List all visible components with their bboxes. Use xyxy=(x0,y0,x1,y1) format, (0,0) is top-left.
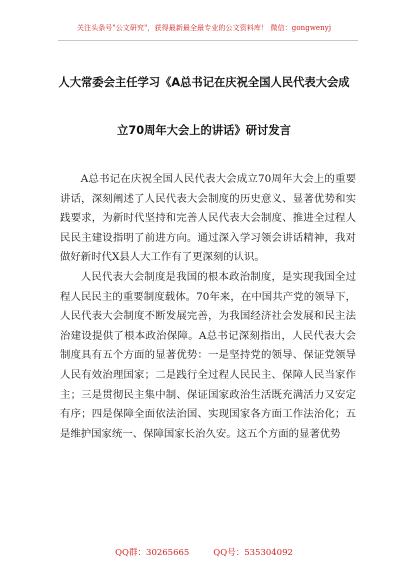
footer-qq-number: QQ号：535304092 xyxy=(213,548,293,558)
header-divider xyxy=(58,40,358,41)
document-body xyxy=(60,170,356,444)
footer-qq-group: QQ群：30265665 xyxy=(115,548,190,558)
header-note: 关注头条号"公文研究"，获得最新最全最专业的公文资料库！ 微信：gongwenyj xyxy=(76,24,332,32)
body-paragraph-1: A总书记在庆祝全国人民代表大会成立70周年大会上的重要讲话，深刻阐述了人民代表大会制度的历史意义、显著优势和实践要求，为新时代坚持和完善人民代表大会制度、推进全过程人民民主建设指明了前进方向。通过深入学习领会讲话精神，我对做好新时代X县人大工作有了更深刻的认识。 xyxy=(60,173,356,264)
footer-contact xyxy=(0,546,408,558)
document-title-line-2: 立70周年大会上的讲话》研讨发言 xyxy=(117,124,291,137)
document-title-line-1: 人大常委会主任学习《A总书记在庆祝全国人民代表大会成 xyxy=(58,76,350,89)
body-paragraph-2: 人民代表大会制度是我国的根本政治制度，是实现我国全过程人民民主的重要制度载体。70年来，在中国共产党的领导下，人民代表大会制度不断发展完善，为我国经济社会发展和民主法治建设提供了根本政治保障。A总书记深刻指出，人民代表大会制度具有五个方面的显著优势：一是坚持党的领导、保证党领导人民有效治理国家；二是践行全过程人民民主、保障人民当家作主；三是贯彻民主集中制、保证国家政治生活既充满活力又安定有序；四是保障全面依法治国、实现国家各方面工作法治化；五是维护国家统一、保障国家长治久安。这五个方面的显著优势 xyxy=(60,270,356,440)
